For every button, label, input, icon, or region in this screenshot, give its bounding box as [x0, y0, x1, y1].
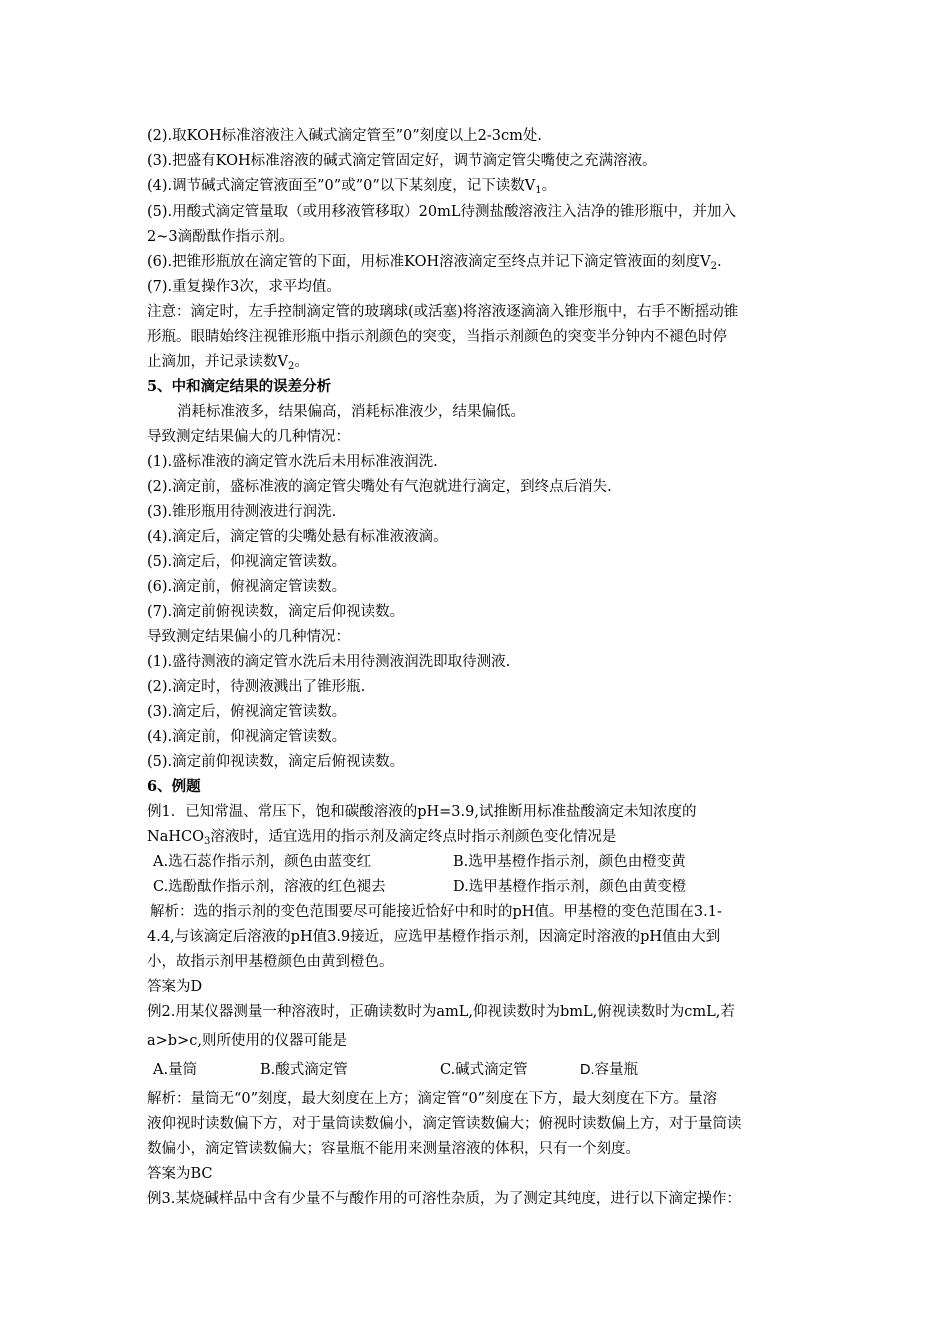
high-error-item: (2).滴定前，盛标准液的滴定管尖嘴处有气泡就进行滴定，到终点后消失.: [147, 479, 612, 495]
low-error-item: (5).滴定前仰视读数，滴定后俯视读数。: [147, 754, 405, 770]
example-2-option-b: B.酸式滴定管: [260, 1062, 348, 1078]
example-2-analysis-line-2: 液仰视时读数偏下方，对于量筒读数偏小，滴定管读数偏大；俯视时读数偏上方，对于量筒读: [147, 1116, 742, 1132]
example-2-option-c: C.碱式滴定管: [440, 1062, 528, 1078]
note-line-2: 形瓶。眼睛始终注视锥形瓶中指示剂颜色的突变，当指示剂颜色的突变半分钟内不褪色时停: [147, 329, 727, 345]
example-2-analysis-line-3: 数偏小，滴定管读数偏大；容量瓶不能用来测量溶液的体积，只有一个刻度。: [147, 1141, 640, 1157]
step-3: (3).把盛有KOH标准溶液的碱式滴定管固定好，调节滴定管尖嘴使之充满溶液。: [147, 153, 657, 169]
example-1-answer: 答案为D: [147, 979, 203, 995]
section-5-heading: 5、中和滴定结果的误差分析: [147, 378, 332, 395]
example-1-question-line-1: 例1．已知常温、常压下，饱和碳酸溶液的pH=3.9,试推断用标准盐酸滴定未知浓度的: [147, 804, 697, 820]
example-1-analysis-line-1: 解析：选的指示剂的变色范围要尽可能接近恰好中和时的pH值。甲基橙的变色范围在3.1-: [150, 904, 722, 920]
example-2-answer: 答案为BC: [147, 1166, 213, 1182]
note-line-3: 止滴加，并记录读数$V_2$。: [147, 354, 309, 372]
low-error-item: (3).滴定后，俯视滴定管读数。: [147, 704, 347, 720]
high-error-item: (3).锥形瓶用待测液进行润洗.: [147, 504, 337, 520]
high-error-title: 导致测定结果偏大的几种情况：: [147, 429, 350, 445]
step-2: (2).取KOH标准溶液注入碱式滴定管至”0”刻度以上2-3cm处.: [147, 128, 543, 144]
section-5-summary: 消耗标准液多，结果偏高，消耗标准液少，结果偏低。: [177, 404, 525, 420]
example-1-analysis-line-2: 4.4,与该滴定后溶液的pH值3.9接近，应选甲基橙作指示剂，因滴定时溶液的pH值由大到: [147, 929, 721, 945]
high-error-item: (4).滴定后，滴定管的尖嘴处悬有标准液液滴。: [147, 529, 448, 545]
example-1-option-b: B.选甲基橙作指示剂，颜色由橙变黄: [453, 854, 686, 870]
section-6-heading: 6、例题: [147, 778, 201, 795]
example-1-option-c: C.选酚酞作指示剂，溶液的红色褪去: [153, 879, 386, 895]
example-1-option-d: D.选甲基橙作指示剂，颜色由黄变橙: [453, 879, 687, 895]
step-6: (6).把锥形瓶放在滴定管的下面，用标准KOH溶液滴定至终点并记下滴定管液面的刻度$V_2$.: [147, 254, 722, 272]
step-4: (4).调节碱式滴定管液面至”0”或”0”以下某刻度，记下读数$V_1$。: [147, 178, 557, 196]
example-1-question-line-2: NaHCO$_3$溶液时，适宜选用的指示剂及滴定终点时指示剂颜色变化情况是: [147, 829, 617, 847]
example-2-option-a: A.量筒: [153, 1062, 198, 1078]
step-7: (7).重复操作3次，求平均值。: [147, 279, 341, 295]
high-error-item: (6).滴定前，俯视滴定管读数。: [147, 579, 347, 595]
high-error-item: (7).滴定前俯视读数，滴定后仰视读数。: [147, 604, 405, 620]
example-3-question-line-1: 例3.某烧碱样品中含有少量不与酸作用的可溶性杂质，为了测定其纯度，进行以下滴定操作：: [147, 1191, 741, 1207]
low-error-title: 导致测定结果偏小的几种情况：: [147, 629, 350, 645]
step-5-line-2: 2~3滴酚酞作指示剂。: [147, 229, 294, 245]
example-2-question-line-1: 例2.用某仪器测量一种溶液时，正确读数时为amL,仰视读数时为bmL,俯视读数时为cmL,若: [147, 1004, 735, 1020]
example-2-analysis-line-1: 解析：量筒无“0”刻度，最大刻度在上方；滴定管“0”刻度在下方，最大刻度在下方。量溶: [147, 1091, 718, 1107]
low-error-item: (1).盛待测液的滴定管水洗后未用待测液润洗即取待测液.: [147, 654, 511, 670]
high-error-item: (5).滴定后，仰视滴定管读数。: [147, 554, 347, 570]
example-2-option-d: D.容量瓶: [580, 1062, 638, 1078]
step-5-line-1: (5).用酸式滴定管量取（或用移液管移取）20mL待测盐酸溶液注入洁净的锥形瓶中，并加入: [147, 204, 736, 220]
example-1-analysis-line-3: 小，故指示剂甲基橙颜色由黄到橙色。: [147, 954, 394, 970]
note-line-1: 注意：滴定时，左手控制滴定管的玻璃球(或活塞)将溶液逐滴滴入锥形瓶中，右手不断摇动锥: [147, 304, 739, 320]
low-error-item: (2).滴定时，待测液溅出了锥形瓶.: [147, 679, 366, 695]
low-error-item: (4).滴定前，仰视滴定管读数。: [147, 729, 347, 745]
example-2-question-line-2: a>b>c,则所使用的仪器可能是: [147, 1033, 347, 1049]
example-1-option-a: A.选石蕊作指示剂，颜色由蓝变红: [153, 854, 372, 870]
high-error-item: (1).盛标准液的滴定管水洗后未用标准液润洗.: [147, 454, 438, 470]
